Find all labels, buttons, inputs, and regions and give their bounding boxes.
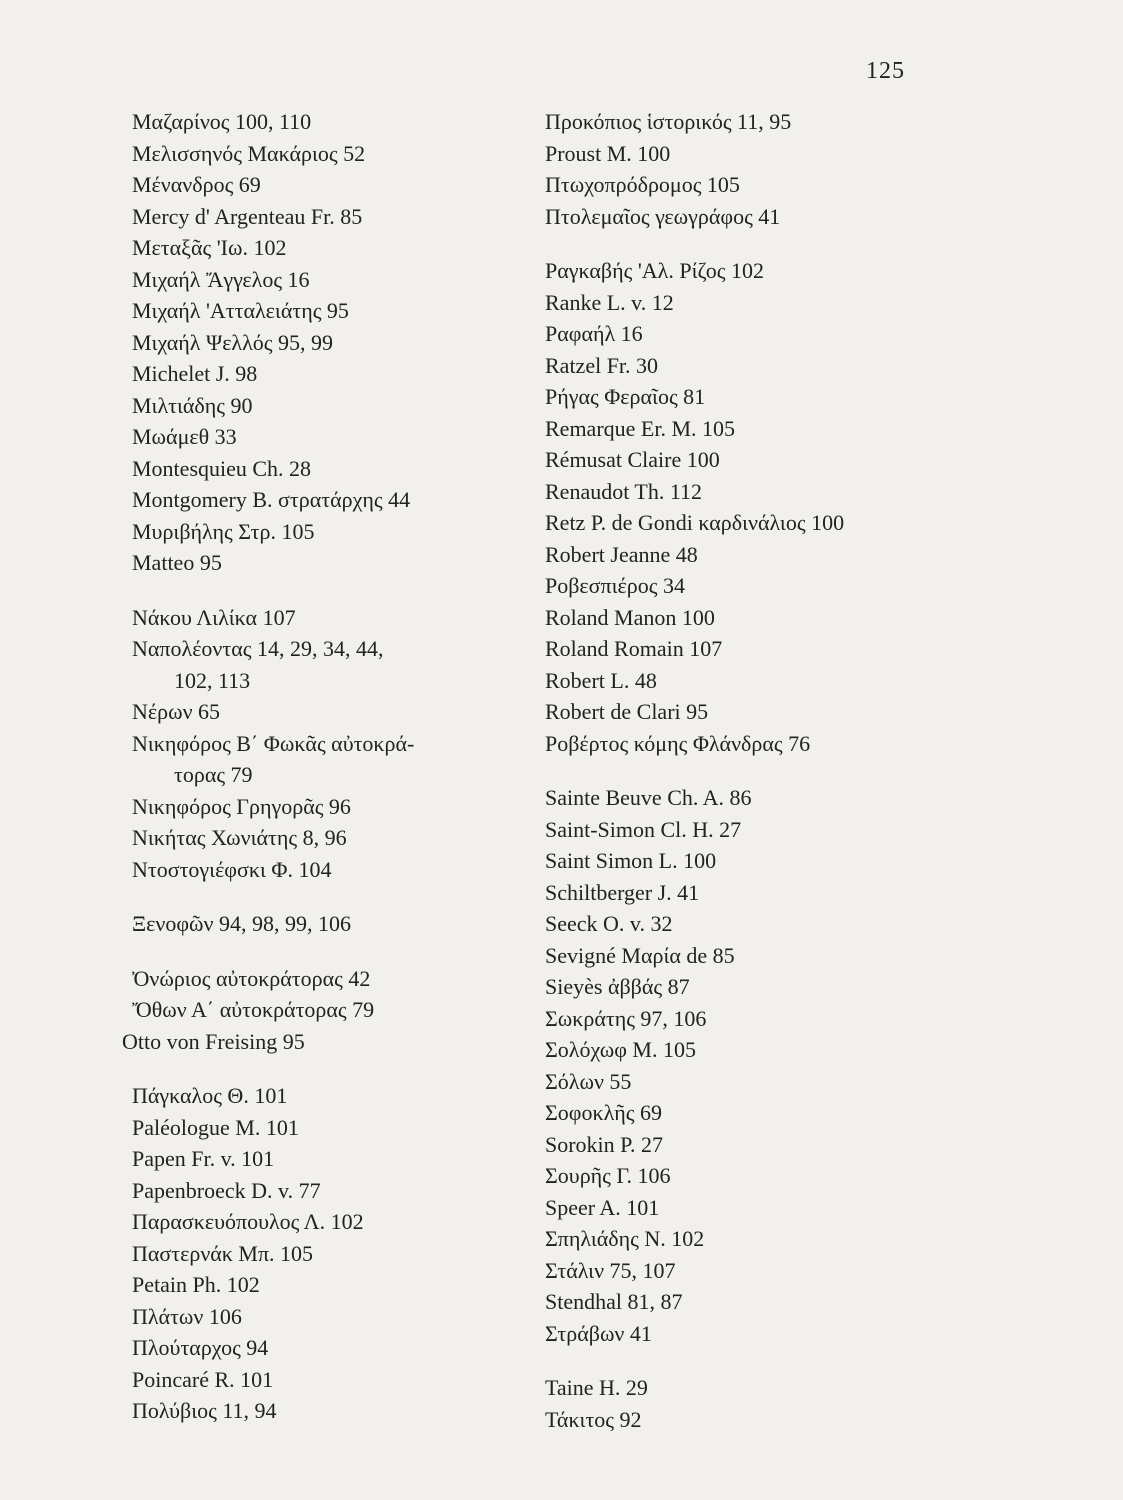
index-entry xyxy=(545,1066,1025,1098)
index-entry-text: Ραγκαβής 'Αλ. Ρίζος 102 xyxy=(545,258,764,283)
index-entry-text: Sorokin P. 27 xyxy=(545,1131,663,1157)
index-entry xyxy=(132,854,532,886)
index-entry xyxy=(545,877,1025,909)
index-entry-text: Robert de Clari 95 xyxy=(545,699,709,724)
index-entry xyxy=(545,908,1025,940)
index-entry-continuation: τορας 79 xyxy=(174,762,253,787)
index-entry xyxy=(545,1223,1025,1255)
index-entry-text: Papenbroeck D. v. 77 xyxy=(132,1177,321,1203)
index-entry-text: Μένανδρος 69 xyxy=(132,172,261,197)
index-entry-text: Νέρων 65 xyxy=(132,699,221,724)
index-entry xyxy=(132,696,532,728)
index-entry-text: Μυριβήλης Στρ. 105 xyxy=(132,518,315,544)
index-entry-text: Taine H. 29 xyxy=(545,1375,648,1400)
index-entry-text: Πλάτων 106 xyxy=(132,1303,242,1329)
index-entry-text: Saint Simon L. 100 xyxy=(545,848,717,873)
index-entry-text: Μεταξᾶς 'Ιω. 102 xyxy=(132,235,287,260)
index-entry xyxy=(132,1364,532,1396)
index-entry-text: Σολόχωφ Μ. 105 xyxy=(545,1037,696,1062)
index-entry-text: Matteo 95 xyxy=(132,550,222,575)
index-entry xyxy=(132,232,532,264)
index-entry-text: Μιχαήλ Ἄγγελος 16 xyxy=(132,266,310,292)
index-column-left xyxy=(122,106,532,1427)
index-entry xyxy=(132,453,532,485)
index-entry-text: Poincaré R. 101 xyxy=(132,1366,274,1392)
index-entry-text: Sainte Beuve Ch. A. 86 xyxy=(545,785,752,810)
index-entry-text: Στράβων 41 xyxy=(545,1320,652,1346)
index-entry xyxy=(545,201,1025,233)
index-entry xyxy=(545,602,1025,634)
index-entry xyxy=(132,791,532,823)
index-entry xyxy=(132,1238,532,1270)
index-entry xyxy=(132,327,532,359)
index-entry xyxy=(132,547,532,579)
index-entry xyxy=(132,1395,532,1427)
index-entry-text: Παστερνάκ Μπ. 105 xyxy=(132,1240,314,1266)
index-entry-text: Robert Jeanne 48 xyxy=(545,541,698,567)
index-entry xyxy=(545,539,1025,571)
index-entry-text: Rémusat Claire 100 xyxy=(545,447,720,472)
index-entry xyxy=(545,1129,1025,1161)
index-entry-text: Schiltberger J. 41 xyxy=(545,879,700,905)
index-entry-text: Stendhal 81, 87 xyxy=(545,1289,683,1314)
index-entry xyxy=(545,444,1025,476)
index-entry xyxy=(132,484,532,516)
index-entry-text: Sieyès ἀββάς 87 xyxy=(545,974,690,999)
index-entry xyxy=(545,1372,1025,1404)
index-entry-text: Roland Romain 107 xyxy=(545,636,723,661)
index-entry-text: Σουρῆς Γ. 106 xyxy=(545,1163,671,1188)
index-entry xyxy=(132,264,532,296)
index-entry-text: Ranke L. v. 12 xyxy=(545,289,674,315)
index-entry-text: Πτολεμαῖος γεωγράφος 41 xyxy=(545,203,781,229)
index-entry xyxy=(132,1332,532,1364)
index-entry-text: Στάλιν 75, 107 xyxy=(545,1257,676,1283)
index-entry xyxy=(545,665,1025,697)
index-entry xyxy=(545,287,1025,319)
index-entry-text: Proust M. 100 xyxy=(545,140,671,166)
index-entry xyxy=(545,106,1025,138)
index-entry-text: Ροβέρτος κόμης Φλάνδρας 76 xyxy=(545,730,811,756)
index-entry xyxy=(132,1112,532,1144)
index-entry-text: Σοφοκλῆς 69 xyxy=(545,1100,662,1125)
index-entry xyxy=(132,169,532,201)
index-entry xyxy=(545,1404,1025,1436)
index-entry xyxy=(122,1026,532,1058)
index-entry-text: Remarque Er. M. 105 xyxy=(545,415,736,441)
index-entry-text: Montesquieu Ch. 28 xyxy=(132,455,312,481)
index-entry xyxy=(132,633,532,696)
index-entry-text: Seeck O. v. 32 xyxy=(545,911,673,936)
index-entry xyxy=(545,1034,1025,1066)
index-entry xyxy=(132,421,532,453)
index-entry xyxy=(545,940,1025,972)
index-entry-text: Πάγκαλος Θ. 101 xyxy=(132,1083,288,1108)
index-entry-text: Μωάμεθ 33 xyxy=(132,424,237,449)
index-entry xyxy=(545,1286,1025,1318)
index-entry xyxy=(132,138,532,170)
index-entry xyxy=(545,782,1025,814)
index-entry xyxy=(545,1097,1025,1129)
index-entry-text: Τάκιτος 92 xyxy=(545,1406,642,1432)
index-entry-text: Otto von Freising 95 xyxy=(122,1028,305,1054)
index-entry-text: Saint-Simon Cl. H. 27 xyxy=(545,816,742,842)
index-entry xyxy=(132,390,532,422)
index-entry-text: Νικήτας Χωνιάτης 8, 96 xyxy=(132,825,347,850)
index-entry-text: Montgomery B. στρατάρχης 44 xyxy=(132,487,411,512)
index-entry xyxy=(545,169,1025,201)
index-entry-text: Roland Manon 100 xyxy=(545,604,715,630)
index-entry-text: Νικηφόρος Β΄ Φωκᾶς αὐτοκρά- xyxy=(132,730,415,756)
index-entry xyxy=(545,728,1025,760)
index-entry xyxy=(132,201,532,233)
index-entry-text: Πτωχοπρόδρομος 105 xyxy=(545,172,740,197)
index-entry xyxy=(132,106,532,138)
index-entry xyxy=(545,318,1025,350)
index-entry-text: Σόλων 55 xyxy=(545,1068,632,1094)
index-entry xyxy=(132,822,532,854)
index-entry xyxy=(132,358,532,390)
index-entry-continuation: 102, 113 xyxy=(174,667,251,693)
index-entry-text: Μιλτιάδης 90 xyxy=(132,392,253,418)
index-column-right xyxy=(545,106,1025,1435)
page-number: 125 xyxy=(866,58,905,84)
index-entry-text: Ραφαήλ 16 xyxy=(545,321,643,346)
index-entry xyxy=(545,476,1025,508)
index-entry-text: Σπηλιάδης Ν. 102 xyxy=(545,1226,705,1251)
index-entry xyxy=(545,350,1025,382)
index-entry-text: Ratzel Fr. 30 xyxy=(545,352,659,378)
index-entry xyxy=(132,728,532,791)
index-entry-text: Προκόπιος ἱστορικός 11, 95 xyxy=(545,109,792,134)
index-entry-text: Michelet J. 98 xyxy=(132,361,258,386)
index-entry xyxy=(132,1080,532,1112)
index-entry xyxy=(545,1255,1025,1287)
index-entry xyxy=(545,381,1025,413)
index-entry xyxy=(132,295,532,327)
index-entry xyxy=(132,908,532,940)
index-entry xyxy=(545,971,1025,1003)
index-entry xyxy=(545,138,1025,170)
index-entry-text: Ὄθων Α΄ αὐτοκράτορας 79 xyxy=(132,997,375,1022)
index-entry xyxy=(545,633,1025,665)
index-entry xyxy=(132,1143,532,1175)
index-entry xyxy=(545,1160,1025,1192)
index-entry xyxy=(132,963,532,995)
index-entry-text: Ντοστογιέφσκι Φ. 104 xyxy=(132,856,332,882)
index-entry xyxy=(545,570,1025,602)
index-entry-text: Ροβεσπιέρος 34 xyxy=(545,573,685,598)
index-entry-text: Μιχαήλ Ψελλός 95, 99 xyxy=(132,329,333,355)
index-entry xyxy=(545,696,1025,728)
index-entry-text: Ναπολέοντας 14, 29, 34, 44, xyxy=(132,636,384,661)
index-entry-text: Sevigné Μαρία de 85 xyxy=(545,942,735,968)
index-entry-text: Petain Ph. 102 xyxy=(132,1272,260,1297)
index-entry xyxy=(132,994,532,1026)
index-entry xyxy=(132,516,532,548)
index-entry-text: Renaudot Th. 112 xyxy=(545,478,703,504)
index-entry-text: Paléologue M. 101 xyxy=(132,1114,299,1140)
index-entry xyxy=(545,255,1025,287)
index-entry-text: Νικηφόρος Γρηγορᾶς 96 xyxy=(132,793,351,819)
index-entry xyxy=(545,507,1025,539)
index-entry-text: Πολύβιος 11, 94 xyxy=(132,1398,277,1423)
index-entry-text: Νάκου Λιλίκα 107 xyxy=(132,604,296,630)
index-entry xyxy=(545,1318,1025,1350)
index-entry-text: Μελισσηνός Μακάριος 52 xyxy=(132,140,366,166)
index-entry-text: Ρήγας Φεραῖος 81 xyxy=(545,384,706,409)
index-entry-text: Mercy d' Argenteau Fr. 85 xyxy=(132,203,363,229)
index-entry-text: Retz P. de Gondi καρδινάλιος 100 xyxy=(545,510,845,535)
index-entry xyxy=(545,413,1025,445)
index-entry xyxy=(545,1003,1025,1035)
index-entry-text: Μαζαρίνος 100, 110 xyxy=(132,109,312,134)
index-entry xyxy=(545,1192,1025,1224)
index-entry xyxy=(132,1175,532,1207)
index-entry-text: Πλούταρχος 94 xyxy=(132,1335,269,1360)
index-entry-text: Σωκράτης 97, 106 xyxy=(545,1005,707,1031)
index-entry xyxy=(132,1301,532,1333)
index-entry-text: Μιχαήλ 'Ατταλειάτης 95 xyxy=(132,298,349,323)
index-entry xyxy=(132,1269,532,1301)
index-entry-text: Speer A. 101 xyxy=(545,1194,660,1220)
index-entry xyxy=(132,1206,532,1238)
index-entry-text: Ξενοφῶν 94, 98, 99, 106 xyxy=(132,911,351,936)
index-entry-text: Papen Fr. v. 101 xyxy=(132,1146,275,1171)
index-entry-text: Robert L. 48 xyxy=(545,667,657,693)
index-entry-text: Ὀνώριος αὐτοκράτορας 42 xyxy=(132,965,371,991)
index-entry xyxy=(132,602,532,634)
index-entry xyxy=(545,845,1025,877)
index-entry xyxy=(545,814,1025,846)
index-entry-text: Παρασκευόπουλος Λ. 102 xyxy=(132,1209,364,1234)
